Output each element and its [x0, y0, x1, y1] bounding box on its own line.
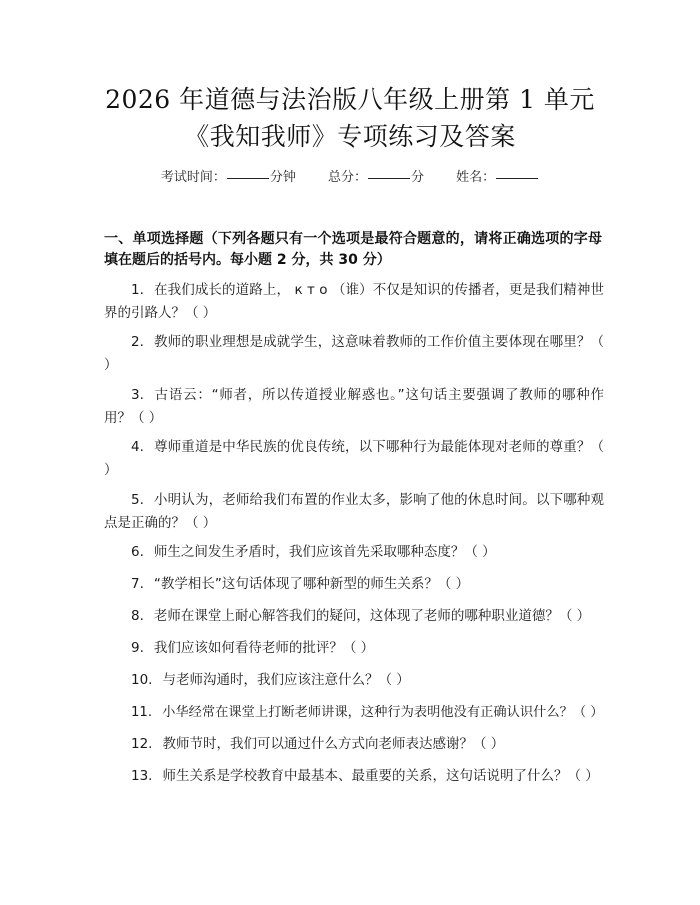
question-text: 老师在课堂上耐心解答我们的疑问，这体现了老师的哪种职业道德？（ ） [153, 608, 591, 624]
student-name-field [456, 170, 539, 185]
question-8 [104, 605, 604, 628]
question-number: 13. [131, 768, 153, 784]
question-text: 师生之间发生矛盾时，我们应该首先采取哪种态度？（ ） [153, 544, 496, 560]
question-number: 7. [131, 576, 144, 592]
total-score-blank [368, 178, 410, 179]
question-number: 10. [131, 672, 153, 688]
question-number: 3. [131, 387, 144, 403]
question-10 [104, 669, 604, 692]
question-text: 在我们成长的道路上， к т о （谁）不仅是知识的传播者，更是我们精神世界的引路人？（ ） [104, 282, 604, 321]
question-11 [104, 701, 604, 724]
question-number: 8. [131, 608, 144, 624]
question-text: 教师的职业理想是成就学生，这意味着教师的工作价值主要体现在哪里？（ ） [104, 334, 604, 373]
section-heading-multiple-choice: 一、单项选择题（下列各题只有一个选项是最符合题意的，请将正确选项的字母填在题后的括号内。每小题 2 分，共 30 分） [104, 231, 602, 268]
question-text: 教师节时，我们可以通过什么方式向老师表达感谢？（ ） [162, 736, 505, 752]
total-score-field [328, 170, 424, 185]
question-number: 6. [131, 544, 144, 560]
document-title-line-1: 2026 年道德与法治版八年级上册第 1 单元 [105, 85, 595, 114]
total-score-unit: 分 [411, 170, 425, 185]
question-5 [104, 489, 604, 535]
student-name-blank [496, 178, 538, 179]
question-text: 尊师重道是中华民族的优良传统，以下哪种行为最能体现对老师的尊重？（ ） [104, 439, 604, 478]
question-text: 师生关系是学校教育中最基本、最重要的关系，这句话说明了什么？（ ） [162, 768, 599, 784]
total-score-label: 总分： [327, 170, 367, 185]
exam-time-blank [227, 178, 269, 179]
exam-meta-line [0, 168, 700, 188]
question-2 [104, 331, 604, 377]
question-6 [104, 541, 604, 564]
question-number: 12. [131, 736, 153, 752]
exam-time-field [161, 170, 296, 185]
question-text: 我们应该如何看待老师的批评？（ ） [153, 640, 375, 656]
question-text: 小华经常在课堂上打断老师讲课，这种行为表明他没有正确认识什么？（ ） [162, 705, 604, 720]
question-number: 4. [131, 439, 144, 455]
question-text: 小明认为，老师给我们布置的作业太多，影响了他的休息时间。以下哪种观点是正确的？（ ） [104, 492, 604, 531]
question-7 [104, 573, 604, 596]
question-4 [104, 436, 604, 482]
question-text: 与老师沟通时，我们应该注意什么？（ ） [162, 672, 410, 688]
question-13 [104, 765, 604, 788]
document-title-line-2: 《我知我师》专项练习及答案 [184, 122, 516, 151]
question-number: 1. [131, 282, 144, 298]
question-number: 5. [131, 492, 144, 508]
student-name-label: 姓名： [456, 170, 496, 185]
exam-time-label: 考试时间： [160, 170, 226, 185]
exam-time-unit: 分钟 [269, 170, 296, 185]
question-text: “教学相长”这句话体现了哪种新型的师生关系？（ ） [153, 576, 470, 592]
question-3 [104, 384, 604, 430]
question-text: 古语云：“师者，所以传道授业解惑也。”这句话主要强调了教师的哪种作用？（ ） [104, 387, 604, 426]
question-9 [104, 637, 604, 660]
question-number: 2. [131, 334, 144, 350]
question-12 [104, 733, 604, 756]
question-number: 9. [131, 640, 144, 656]
question-number: 11. [131, 705, 153, 720]
question-1 [104, 279, 604, 325]
